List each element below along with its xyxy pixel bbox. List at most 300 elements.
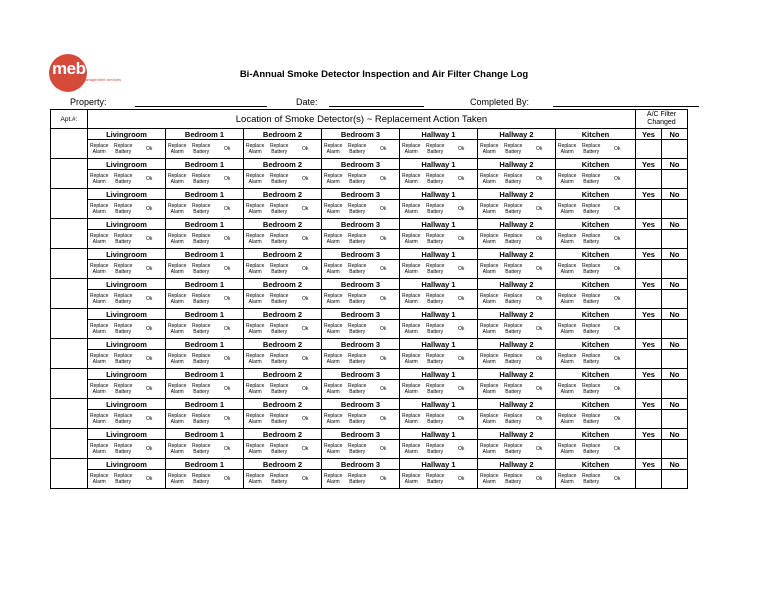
replace-battery-option[interactable] xyxy=(582,353,600,365)
ok-option[interactable]: Ok xyxy=(302,386,309,392)
ok-option[interactable]: Ok xyxy=(458,446,465,452)
replace-battery-option[interactable] xyxy=(582,383,600,395)
ok-option[interactable]: Ok xyxy=(380,326,387,332)
replace-battery-option[interactable] xyxy=(582,443,600,455)
ok-option[interactable]: Ok xyxy=(224,266,231,272)
replace-alarm-option[interactable] xyxy=(246,323,264,335)
action-cell[interactable] xyxy=(400,380,478,399)
action-cell[interactable] xyxy=(478,230,556,249)
replace-battery-option[interactable] xyxy=(270,323,288,335)
ok-option[interactable]: Ok xyxy=(458,326,465,332)
action-cell[interactable] xyxy=(244,230,322,249)
replace-alarm-option[interactable] xyxy=(324,323,342,335)
ac-filter-check-cell[interactable] xyxy=(662,350,688,369)
replace-alarm-option[interactable] xyxy=(324,383,342,395)
replace-battery-option[interactable] xyxy=(192,443,210,455)
replace-battery-option[interactable] xyxy=(114,473,132,485)
action-cell[interactable] xyxy=(556,290,636,309)
action-cell[interactable] xyxy=(556,470,636,489)
replace-alarm-option[interactable] xyxy=(324,473,342,485)
replace-alarm-option[interactable] xyxy=(402,323,420,335)
action-cell[interactable] xyxy=(166,440,244,459)
action-cell[interactable] xyxy=(478,380,556,399)
ok-option[interactable]: Ok xyxy=(458,146,465,152)
action-cell[interactable] xyxy=(478,470,556,489)
ok-option[interactable]: Ok xyxy=(458,206,465,212)
ok-option[interactable]: Ok xyxy=(380,176,387,182)
replace-battery-option[interactable] xyxy=(270,353,288,365)
replace-alarm-option[interactable] xyxy=(168,263,186,275)
replace-battery-option[interactable] xyxy=(426,353,444,365)
replace-alarm-option[interactable] xyxy=(90,383,108,395)
replace-alarm-option[interactable] xyxy=(168,203,186,215)
action-cell[interactable] xyxy=(166,140,244,159)
ok-option[interactable]: Ok xyxy=(380,236,387,242)
replace-alarm-option[interactable] xyxy=(402,203,420,215)
replace-alarm-option[interactable] xyxy=(480,353,498,365)
action-cell[interactable] xyxy=(556,260,636,279)
ac-filter-check-cell[interactable] xyxy=(636,260,662,279)
action-cell[interactable] xyxy=(478,290,556,309)
action-cell[interactable] xyxy=(478,200,556,219)
replace-battery-option[interactable] xyxy=(582,293,600,305)
replace-battery-option[interactable] xyxy=(348,263,366,275)
ac-filter-check-cell[interactable] xyxy=(636,320,662,339)
replace-battery-option[interactable] xyxy=(192,353,210,365)
replace-battery-option[interactable] xyxy=(348,293,366,305)
replace-battery-option[interactable] xyxy=(114,203,132,215)
action-cell[interactable] xyxy=(88,320,166,339)
action-cell[interactable] xyxy=(556,350,636,369)
action-cell[interactable] xyxy=(88,380,166,399)
replace-battery-option[interactable] xyxy=(114,143,132,155)
ok-option[interactable]: Ok xyxy=(536,386,543,392)
action-cell[interactable] xyxy=(400,410,478,429)
ok-option[interactable]: Ok xyxy=(458,416,465,422)
apt-number-cell[interactable] xyxy=(51,459,88,489)
ok-option[interactable]: Ok xyxy=(614,296,621,302)
apt-number-cell[interactable] xyxy=(51,159,88,189)
ok-option[interactable]: Ok xyxy=(302,296,309,302)
action-cell[interactable] xyxy=(322,440,400,459)
ok-option[interactable]: Ok xyxy=(458,266,465,272)
apt-number-cell[interactable] xyxy=(51,399,88,429)
action-cell[interactable] xyxy=(478,260,556,279)
replace-battery-option[interactable] xyxy=(582,413,600,425)
replace-battery-option[interactable] xyxy=(582,173,600,185)
ok-option[interactable]: Ok xyxy=(614,386,621,392)
action-cell[interactable] xyxy=(322,320,400,339)
replace-alarm-option[interactable] xyxy=(402,383,420,395)
apt-number-cell[interactable] xyxy=(51,189,88,219)
ok-option[interactable]: Ok xyxy=(458,386,465,392)
replace-battery-option[interactable] xyxy=(426,473,444,485)
replace-battery-option[interactable] xyxy=(426,413,444,425)
ok-option[interactable]: Ok xyxy=(224,326,231,332)
replace-alarm-option[interactable] xyxy=(90,323,108,335)
action-cell[interactable] xyxy=(88,410,166,429)
action-cell[interactable] xyxy=(478,350,556,369)
replace-alarm-option[interactable] xyxy=(324,203,342,215)
ok-option[interactable]: Ok xyxy=(536,476,543,482)
ok-option[interactable]: Ok xyxy=(614,176,621,182)
replace-battery-option[interactable] xyxy=(504,473,522,485)
ok-option[interactable]: Ok xyxy=(302,416,309,422)
ok-option[interactable]: Ok xyxy=(614,356,621,362)
ok-option[interactable]: Ok xyxy=(614,326,621,332)
replace-battery-option[interactable] xyxy=(348,413,366,425)
replace-alarm-option[interactable] xyxy=(558,443,576,455)
ac-filter-check-cell[interactable] xyxy=(662,260,688,279)
action-cell[interactable] xyxy=(166,230,244,249)
action-cell[interactable] xyxy=(556,410,636,429)
apt-number-cell[interactable] xyxy=(51,249,88,279)
replace-alarm-option[interactable] xyxy=(402,413,420,425)
ok-option[interactable]: Ok xyxy=(536,236,543,242)
replace-alarm-option[interactable] xyxy=(246,203,264,215)
ac-filter-check-cell[interactable] xyxy=(662,470,688,489)
replace-alarm-option[interactable] xyxy=(480,293,498,305)
replace-battery-option[interactable] xyxy=(582,143,600,155)
action-cell[interactable] xyxy=(322,260,400,279)
ok-option[interactable]: Ok xyxy=(380,356,387,362)
ok-option[interactable]: Ok xyxy=(146,176,153,182)
replace-battery-option[interactable] xyxy=(504,233,522,245)
action-cell[interactable] xyxy=(478,440,556,459)
ok-option[interactable]: Ok xyxy=(380,146,387,152)
action-cell[interactable] xyxy=(400,200,478,219)
ok-option[interactable]: Ok xyxy=(536,326,543,332)
action-cell[interactable] xyxy=(322,200,400,219)
replace-battery-option[interactable] xyxy=(582,263,600,275)
action-cell[interactable] xyxy=(88,230,166,249)
replace-alarm-option[interactable] xyxy=(246,383,264,395)
replace-battery-option[interactable] xyxy=(192,293,210,305)
replace-alarm-option[interactable] xyxy=(558,263,576,275)
ok-option[interactable]: Ok xyxy=(302,206,309,212)
replace-alarm-option[interactable] xyxy=(480,383,498,395)
ok-option[interactable]: Ok xyxy=(224,446,231,452)
ok-option[interactable]: Ok xyxy=(224,146,231,152)
action-cell[interactable] xyxy=(166,380,244,399)
replace-alarm-option[interactable] xyxy=(480,263,498,275)
action-cell[interactable] xyxy=(400,170,478,189)
ok-option[interactable]: Ok xyxy=(536,266,543,272)
replace-alarm-option[interactable] xyxy=(90,203,108,215)
replace-alarm-option[interactable] xyxy=(168,293,186,305)
replace-battery-option[interactable] xyxy=(114,233,132,245)
replace-battery-option[interactable] xyxy=(270,473,288,485)
replace-alarm-option[interactable] xyxy=(558,143,576,155)
ok-option[interactable]: Ok xyxy=(146,386,153,392)
action-cell[interactable] xyxy=(556,140,636,159)
ok-option[interactable]: Ok xyxy=(224,236,231,242)
replace-alarm-option[interactable] xyxy=(168,353,186,365)
replace-alarm-option[interactable] xyxy=(246,353,264,365)
replace-battery-option[interactable] xyxy=(504,203,522,215)
action-cell[interactable] xyxy=(478,170,556,189)
action-cell[interactable] xyxy=(244,470,322,489)
action-cell[interactable] xyxy=(322,170,400,189)
ok-option[interactable]: Ok xyxy=(380,446,387,452)
ok-option[interactable]: Ok xyxy=(536,176,543,182)
replace-battery-option[interactable] xyxy=(270,443,288,455)
ac-filter-check-cell[interactable] xyxy=(636,440,662,459)
replace-battery-option[interactable] xyxy=(582,323,600,335)
ok-option[interactable]: Ok xyxy=(302,446,309,452)
action-cell[interactable] xyxy=(556,170,636,189)
replace-alarm-option[interactable] xyxy=(168,173,186,185)
ac-filter-check-cell[interactable] xyxy=(636,380,662,399)
replace-battery-option[interactable] xyxy=(114,383,132,395)
replace-battery-option[interactable] xyxy=(426,323,444,335)
action-cell[interactable] xyxy=(322,380,400,399)
ok-option[interactable]: Ok xyxy=(224,206,231,212)
action-cell[interactable] xyxy=(88,290,166,309)
ok-option[interactable]: Ok xyxy=(302,326,309,332)
ac-filter-check-cell[interactable] xyxy=(636,290,662,309)
action-cell[interactable] xyxy=(478,410,556,429)
replace-battery-option[interactable] xyxy=(192,143,210,155)
replace-alarm-option[interactable] xyxy=(90,293,108,305)
action-cell[interactable] xyxy=(400,350,478,369)
ac-filter-check-cell[interactable] xyxy=(662,440,688,459)
replace-alarm-option[interactable] xyxy=(90,233,108,245)
replace-alarm-option[interactable] xyxy=(168,443,186,455)
action-cell[interactable] xyxy=(166,260,244,279)
action-cell[interactable] xyxy=(166,320,244,339)
ac-filter-check-cell[interactable] xyxy=(636,140,662,159)
replace-alarm-option[interactable] xyxy=(168,143,186,155)
replace-alarm-option[interactable] xyxy=(402,293,420,305)
ok-option[interactable]: Ok xyxy=(380,296,387,302)
action-cell[interactable] xyxy=(88,350,166,369)
ok-option[interactable]: Ok xyxy=(302,146,309,152)
ok-option[interactable]: Ok xyxy=(536,446,543,452)
replace-alarm-option[interactable] xyxy=(324,443,342,455)
action-cell[interactable] xyxy=(400,320,478,339)
replace-alarm-option[interactable] xyxy=(558,473,576,485)
action-cell[interactable] xyxy=(88,260,166,279)
replace-alarm-option[interactable] xyxy=(558,233,576,245)
replace-battery-option[interactable] xyxy=(426,293,444,305)
apt-number-cell[interactable] xyxy=(51,369,88,399)
replace-battery-option[interactable] xyxy=(114,173,132,185)
ac-filter-check-cell[interactable] xyxy=(662,380,688,399)
replace-alarm-option[interactable] xyxy=(168,473,186,485)
replace-alarm-option[interactable] xyxy=(558,173,576,185)
replace-alarm-option[interactable] xyxy=(480,323,498,335)
action-cell[interactable] xyxy=(400,470,478,489)
replace-alarm-option[interactable] xyxy=(90,143,108,155)
replace-alarm-option[interactable] xyxy=(402,353,420,365)
ac-filter-check-cell[interactable] xyxy=(662,200,688,219)
replace-alarm-option[interactable] xyxy=(246,143,264,155)
replace-battery-option[interactable] xyxy=(504,263,522,275)
ac-filter-check-cell[interactable] xyxy=(636,470,662,489)
replace-battery-option[interactable] xyxy=(192,383,210,395)
ok-option[interactable]: Ok xyxy=(146,476,153,482)
action-cell[interactable] xyxy=(244,440,322,459)
action-cell[interactable] xyxy=(400,290,478,309)
action-cell[interactable] xyxy=(166,350,244,369)
action-cell[interactable] xyxy=(244,380,322,399)
ok-option[interactable]: Ok xyxy=(458,176,465,182)
replace-alarm-option[interactable] xyxy=(246,263,264,275)
replace-battery-option[interactable] xyxy=(348,143,366,155)
ok-option[interactable]: Ok xyxy=(224,476,231,482)
replace-alarm-option[interactable] xyxy=(480,233,498,245)
replace-alarm-option[interactable] xyxy=(480,413,498,425)
replace-alarm-option[interactable] xyxy=(246,473,264,485)
replace-alarm-option[interactable] xyxy=(558,353,576,365)
replace-battery-option[interactable] xyxy=(348,233,366,245)
replace-alarm-option[interactable] xyxy=(402,263,420,275)
ac-filter-check-cell[interactable] xyxy=(662,410,688,429)
replace-battery-option[interactable] xyxy=(192,263,210,275)
replace-alarm-option[interactable] xyxy=(402,233,420,245)
apt-number-cell[interactable] xyxy=(51,339,88,369)
replace-alarm-option[interactable] xyxy=(558,383,576,395)
replace-alarm-option[interactable] xyxy=(168,413,186,425)
action-cell[interactable] xyxy=(166,410,244,429)
replace-alarm-option[interactable] xyxy=(402,443,420,455)
replace-alarm-option[interactable] xyxy=(402,143,420,155)
action-cell[interactable] xyxy=(166,170,244,189)
replace-battery-option[interactable] xyxy=(504,443,522,455)
action-cell[interactable] xyxy=(244,320,322,339)
replace-alarm-option[interactable] xyxy=(402,173,420,185)
replace-battery-option[interactable] xyxy=(192,233,210,245)
action-cell[interactable] xyxy=(322,470,400,489)
replace-battery-option[interactable] xyxy=(348,473,366,485)
replace-battery-option[interactable] xyxy=(114,443,132,455)
replace-battery-option[interactable] xyxy=(348,443,366,455)
replace-battery-option[interactable] xyxy=(192,473,210,485)
action-cell[interactable] xyxy=(556,200,636,219)
replace-alarm-option[interactable] xyxy=(168,323,186,335)
replace-alarm-option[interactable] xyxy=(558,413,576,425)
action-cell[interactable] xyxy=(88,440,166,459)
action-cell[interactable] xyxy=(88,470,166,489)
replace-battery-option[interactable] xyxy=(270,293,288,305)
replace-alarm-option[interactable] xyxy=(246,413,264,425)
apt-number-cell[interactable] xyxy=(51,219,88,249)
action-cell[interactable] xyxy=(244,170,322,189)
replace-battery-option[interactable] xyxy=(192,203,210,215)
replace-alarm-option[interactable] xyxy=(90,473,108,485)
replace-battery-option[interactable] xyxy=(348,173,366,185)
ok-option[interactable]: Ok xyxy=(224,356,231,362)
action-cell[interactable] xyxy=(400,440,478,459)
action-cell[interactable] xyxy=(400,140,478,159)
replace-battery-option[interactable] xyxy=(270,383,288,395)
replace-alarm-option[interactable] xyxy=(90,443,108,455)
replace-battery-option[interactable] xyxy=(504,173,522,185)
ok-option[interactable]: Ok xyxy=(536,296,543,302)
replace-battery-option[interactable] xyxy=(192,173,210,185)
ok-option[interactable]: Ok xyxy=(146,416,153,422)
apt-number-cell[interactable] xyxy=(51,279,88,309)
action-cell[interactable] xyxy=(244,410,322,429)
ok-option[interactable]: Ok xyxy=(146,446,153,452)
ok-option[interactable]: Ok xyxy=(302,236,309,242)
ok-option[interactable]: Ok xyxy=(380,206,387,212)
replace-battery-option[interactable] xyxy=(348,353,366,365)
action-cell[interactable] xyxy=(322,230,400,249)
replace-battery-option[interactable] xyxy=(504,293,522,305)
replace-alarm-option[interactable] xyxy=(168,233,186,245)
action-cell[interactable] xyxy=(322,350,400,369)
ok-option[interactable]: Ok xyxy=(146,206,153,212)
action-cell[interactable] xyxy=(556,440,636,459)
replace-alarm-option[interactable] xyxy=(324,233,342,245)
replace-alarm-option[interactable] xyxy=(480,143,498,155)
ok-option[interactable]: Ok xyxy=(614,416,621,422)
replace-battery-option[interactable] xyxy=(426,173,444,185)
ok-option[interactable]: Ok xyxy=(614,266,621,272)
action-cell[interactable] xyxy=(556,230,636,249)
ac-filter-check-cell[interactable] xyxy=(662,140,688,159)
replace-battery-option[interactable] xyxy=(504,383,522,395)
ac-filter-check-cell[interactable] xyxy=(662,230,688,249)
replace-alarm-option[interactable] xyxy=(246,293,264,305)
replace-battery-option[interactable] xyxy=(270,263,288,275)
replace-alarm-option[interactable] xyxy=(480,473,498,485)
action-cell[interactable] xyxy=(244,200,322,219)
replace-battery-option[interactable] xyxy=(582,203,600,215)
action-cell[interactable] xyxy=(478,140,556,159)
replace-alarm-option[interactable] xyxy=(246,233,264,245)
ok-option[interactable]: Ok xyxy=(380,266,387,272)
ok-option[interactable]: Ok xyxy=(302,266,309,272)
ok-option[interactable]: Ok xyxy=(302,176,309,182)
ok-option[interactable]: Ok xyxy=(536,356,543,362)
action-cell[interactable] xyxy=(88,140,166,159)
ok-option[interactable]: Ok xyxy=(146,296,153,302)
action-cell[interactable] xyxy=(244,140,322,159)
action-cell[interactable] xyxy=(166,470,244,489)
action-cell[interactable] xyxy=(244,350,322,369)
replace-battery-option[interactable] xyxy=(270,173,288,185)
ok-option[interactable]: Ok xyxy=(536,206,543,212)
replace-alarm-option[interactable] xyxy=(324,263,342,275)
replace-battery-option[interactable] xyxy=(348,383,366,395)
replace-battery-option[interactable] xyxy=(192,323,210,335)
replace-battery-option[interactable] xyxy=(504,323,522,335)
ok-option[interactable]: Ok xyxy=(146,326,153,332)
replace-alarm-option[interactable] xyxy=(168,383,186,395)
replace-battery-option[interactable] xyxy=(426,143,444,155)
replace-alarm-option[interactable] xyxy=(558,203,576,215)
apt-number-cell[interactable] xyxy=(51,129,88,159)
ok-option[interactable]: Ok xyxy=(224,176,231,182)
action-cell[interactable] xyxy=(166,290,244,309)
replace-battery-option[interactable] xyxy=(426,263,444,275)
action-cell[interactable] xyxy=(88,200,166,219)
action-cell[interactable] xyxy=(88,170,166,189)
replace-alarm-option[interactable] xyxy=(324,353,342,365)
ok-option[interactable]: Ok xyxy=(224,416,231,422)
ok-option[interactable]: Ok xyxy=(146,356,153,362)
ok-option[interactable]: Ok xyxy=(380,476,387,482)
replace-alarm-option[interactable] xyxy=(90,263,108,275)
replace-battery-option[interactable] xyxy=(348,203,366,215)
ok-option[interactable]: Ok xyxy=(536,146,543,152)
ok-option[interactable]: Ok xyxy=(614,446,621,452)
replace-battery-option[interactable] xyxy=(504,353,522,365)
replace-alarm-option[interactable] xyxy=(480,443,498,455)
